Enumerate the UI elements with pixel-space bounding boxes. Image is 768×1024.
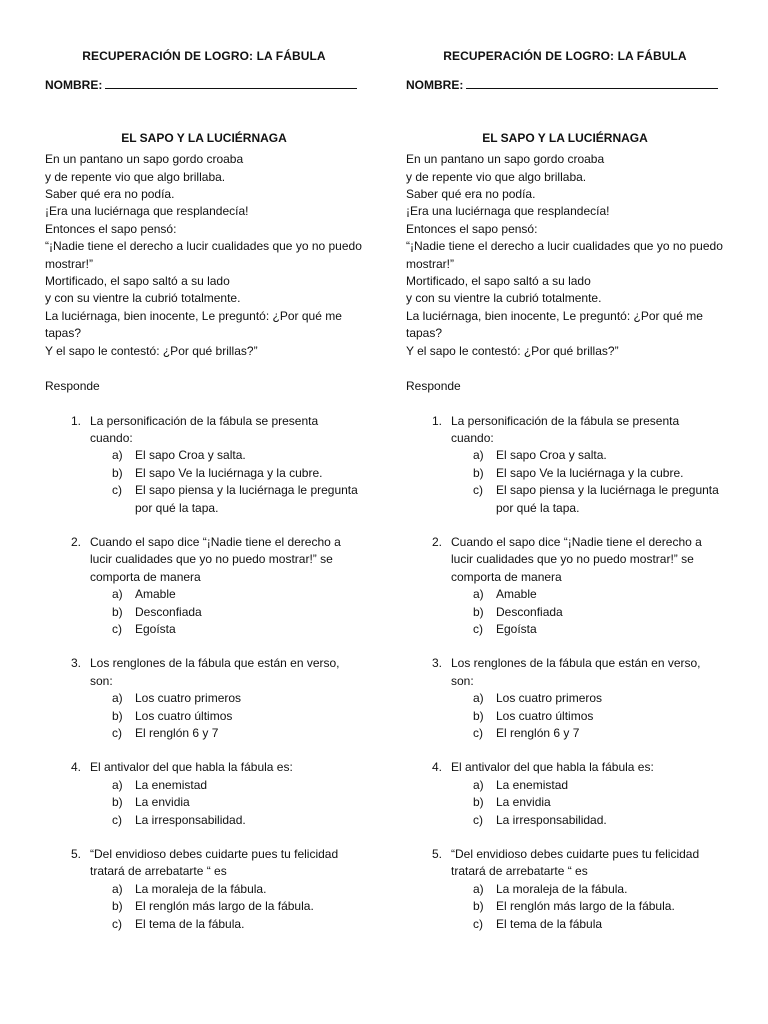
option-text: Egoísta <box>135 621 176 636</box>
name-field-row <box>406 76 724 94</box>
answer-option <box>473 621 724 638</box>
question-item <box>45 534 363 638</box>
question-item <box>45 759 363 829</box>
option-letter: a) <box>473 587 484 602</box>
answer-option <box>112 621 363 638</box>
option-text: Desconfiada <box>135 604 202 619</box>
option-letter: b) <box>112 708 123 723</box>
option-text: La irresponsabilidad. <box>496 812 607 827</box>
option-text: Amable <box>135 587 176 602</box>
story-line: Saber qué era no podía. <box>45 187 175 202</box>
option-text: La irresponsabilidad. <box>135 812 246 827</box>
option-text: El sapo Croa y salta. <box>135 448 246 463</box>
answer-option <box>112 794 363 811</box>
story-line: La luciérnaga, bien inocente, Le preguntó: ¿Por qué me tapas? <box>45 308 342 341</box>
option-letter: b) <box>112 465 123 480</box>
option-text: Los cuatro primeros <box>496 691 603 706</box>
answer-option <box>112 916 363 933</box>
answer-option <box>473 482 724 517</box>
question-text: Los renglones de la fábula que están en verso, son: <box>90 656 340 688</box>
option-text: Amable <box>496 587 537 602</box>
story-line: Y el sapo le contestó: ¿Por qué brillas?” <box>406 343 619 358</box>
question-body <box>451 413 724 517</box>
question-body <box>451 534 724 638</box>
answer-option <box>473 812 724 829</box>
answer-option <box>112 898 363 915</box>
question-item <box>406 846 724 933</box>
question-list <box>406 413 724 934</box>
option-letter: a) <box>112 881 123 896</box>
option-text: La moraleja de la fábula. <box>135 881 267 896</box>
story-text <box>45 151 363 360</box>
option-text: El renglón más largo de la fábula. <box>135 899 314 914</box>
option-letter: c) <box>112 916 122 931</box>
option-text: Los cuatro últimos <box>135 708 233 723</box>
question-body <box>451 759 724 829</box>
option-letter: c) <box>112 483 122 498</box>
question-item <box>406 534 724 638</box>
option-letter: a) <box>473 448 484 463</box>
question-text: “Del envidioso debes cuidarte pues tu felicidad tratará de arrebatarte “ es <box>451 847 700 879</box>
option-text: El renglón 6 y 7 <box>496 726 580 740</box>
option-text: El sapo Ve la luciérnaga y la cubre. <box>496 465 684 480</box>
answer-option <box>473 604 724 621</box>
answer-option <box>112 690 363 707</box>
question-body <box>90 846 363 933</box>
question-body <box>90 534 363 638</box>
story-line: ¡Era una luciérnaga que resplandecía! <box>45 204 249 219</box>
option-text: El sapo piensa y la luciérnaga le pregunta por qué la tapa. <box>135 483 358 515</box>
option-letter: a) <box>112 777 123 792</box>
question-list <box>45 413 363 934</box>
question-item <box>406 759 724 829</box>
question-number: 3. <box>431 656 442 671</box>
question-item <box>406 655 724 742</box>
question-item <box>45 655 363 742</box>
story-line: En un pantano un sapo gordo croaba <box>45 152 244 167</box>
option-letter: a) <box>473 691 484 706</box>
question-number: 4. <box>70 760 81 775</box>
story-line: Y el sapo le contestó: ¿Por qué brillas?” <box>45 343 258 358</box>
name-label: NOMBRE: <box>406 78 464 93</box>
question-text: El antivalor del que habla la fábula es: <box>451 760 654 775</box>
question-item <box>45 846 363 933</box>
question-text: Cuando el sapo dice “¡Nadie tiene el derecho a lucir cualidades que yo no puedo mostrar!” se comporta de manera <box>451 534 702 584</box>
answer-option <box>112 708 363 725</box>
answer-option <box>473 447 724 464</box>
story-line: “¡Nadie tiene el derecho a lucir cualidades que yo no puedo mostrar!” <box>45 239 362 271</box>
option-letter: c) <box>473 621 483 636</box>
option-text: La moraleja de la fábula. <box>496 881 628 896</box>
answer-option <box>473 794 724 811</box>
option-text: El tema de la fábula. <box>135 916 245 931</box>
option-text: La envidia <box>496 795 551 810</box>
option-text: El sapo Croa y salta. <box>496 448 607 463</box>
option-letter: b) <box>112 604 123 619</box>
option-letter: b) <box>473 465 484 480</box>
question-number: 2. <box>70 534 81 549</box>
option-letter: b) <box>112 899 123 914</box>
question-text: Cuando el sapo dice “¡Nadie tiene el derecho a lucir cualidades que yo no puedo mostrar!” se comporta de manera <box>90 534 341 584</box>
story-line: ¡Era una luciérnaga que resplandecía! <box>406 204 610 219</box>
answer-option <box>473 708 724 725</box>
option-text: Los cuatro primeros <box>135 691 242 706</box>
question-item <box>406 413 724 517</box>
name-field-row <box>45 76 363 94</box>
option-text: El tema de la fábula <box>496 916 603 931</box>
answer-option <box>112 465 363 482</box>
story-line: En un pantano un sapo gordo croaba <box>406 152 605 167</box>
worksheet-copy-right <box>406 48 724 950</box>
story-title: EL SAPO Y LA LUCIÉRNAGA <box>121 130 287 145</box>
option-letter: b) <box>473 795 484 810</box>
story-line: y con su vientre la cubrió totalmente. <box>45 291 241 306</box>
answer-option <box>112 725 363 742</box>
option-text: La envidia <box>135 795 190 810</box>
option-text: El sapo Ve la luciérnaga y la cubre. <box>135 465 323 480</box>
option-text: La enemistad <box>496 777 569 792</box>
responde-heading: Responde <box>45 379 100 394</box>
story-line: La luciérnaga, bien inocente, Le preguntó: ¿Por qué me tapas? <box>406 308 703 341</box>
question-number: 1. <box>70 413 81 428</box>
question-text: La personificación de la fábula se presenta cuando: <box>451 413 680 445</box>
story-line: y de repente vio que algo brillaba. <box>406 169 587 184</box>
answer-option <box>112 482 363 517</box>
option-letter: b) <box>473 604 484 619</box>
story-title: EL SAPO Y LA LUCIÉRNAGA <box>482 130 648 145</box>
answer-option <box>112 812 363 829</box>
option-text: La enemistad <box>135 777 208 792</box>
story-text <box>406 151 724 360</box>
answer-option <box>112 447 363 464</box>
worksheet-header: RECUPERACIÓN DE LOGRO: LA FÁBULA <box>82 49 326 63</box>
story-line: Mortificado, el sapo saltó a su lado <box>406 274 591 289</box>
story-line: Mortificado, el sapo saltó a su lado <box>45 274 230 289</box>
worksheet-copy-left <box>45 48 363 950</box>
story-line: Entonces el sapo pensó: <box>406 221 538 236</box>
worksheet-header: RECUPERACIÓN DE LOGRO: LA FÁBULA <box>443 49 687 63</box>
name-label: NOMBRE: <box>45 78 103 93</box>
story-line: Saber qué era no podía. <box>406 187 536 202</box>
answer-option <box>473 465 724 482</box>
responde-heading: Responde <box>406 379 461 394</box>
option-letter: c) <box>473 916 483 931</box>
answer-option <box>473 586 724 603</box>
option-letter: a) <box>473 881 484 896</box>
story-line: y con su vientre la cubrió totalmente. <box>406 291 602 306</box>
question-item <box>45 413 363 517</box>
option-letter: b) <box>473 899 484 914</box>
question-number: 3. <box>70 656 81 671</box>
story-line: Entonces el sapo pensó: <box>45 221 177 236</box>
question-text: “Del envidioso debes cuidarte pues tu felicidad tratará de arrebatarte “ es <box>90 847 339 879</box>
name-blank-line <box>466 76 718 89</box>
answer-option <box>112 586 363 603</box>
option-letter: c) <box>112 621 122 636</box>
option-letter: c) <box>473 483 483 498</box>
option-text: Los cuatro últimos <box>496 708 594 723</box>
option-text: Desconfiada <box>496 604 563 619</box>
question-body <box>90 759 363 829</box>
answer-option <box>112 604 363 621</box>
option-letter: c) <box>112 812 122 827</box>
option-text: El renglón más largo de la fábula. <box>496 899 675 914</box>
question-body <box>90 413 363 517</box>
question-number: 1. <box>431 413 442 428</box>
answer-option <box>473 916 724 933</box>
option-letter: a) <box>473 777 484 792</box>
option-letter: b) <box>112 795 123 810</box>
question-body <box>90 655 363 742</box>
option-text: El sapo piensa y la luciérnaga le pregunta por qué la tapa. <box>496 483 719 515</box>
option-letter: c) <box>473 812 483 827</box>
question-text: La personificación de la fábula se presenta cuando: <box>90 413 319 445</box>
option-letter: c) <box>112 726 122 740</box>
question-body <box>451 655 724 742</box>
question-text: El antivalor del que habla la fábula es: <box>90 760 293 775</box>
question-body <box>451 846 724 933</box>
question-text: Los renglones de la fábula que están en verso, son: <box>451 656 701 688</box>
answer-option <box>473 690 724 707</box>
option-text: El renglón 6 y 7 <box>135 726 219 740</box>
option-letter: a) <box>112 691 123 706</box>
question-number: 4. <box>431 760 442 775</box>
answer-option <box>112 777 363 794</box>
answer-option <box>473 881 724 898</box>
answer-option <box>473 898 724 915</box>
option-letter: a) <box>112 448 123 463</box>
option-text: Egoísta <box>496 621 537 636</box>
question-number: 5. <box>431 847 442 862</box>
answer-option <box>112 881 363 898</box>
answer-option <box>473 777 724 794</box>
story-line: “¡Nadie tiene el derecho a lucir cualidades que yo no puedo mostrar!” <box>406 239 723 271</box>
story-line: y de repente vio que algo brillaba. <box>45 169 226 184</box>
question-number: 2. <box>431 534 442 549</box>
option-letter: c) <box>473 726 483 740</box>
option-letter: a) <box>112 587 123 602</box>
answer-option <box>473 725 724 742</box>
option-letter: b) <box>473 708 484 723</box>
question-number: 5. <box>70 847 81 862</box>
name-blank-line <box>105 76 357 89</box>
